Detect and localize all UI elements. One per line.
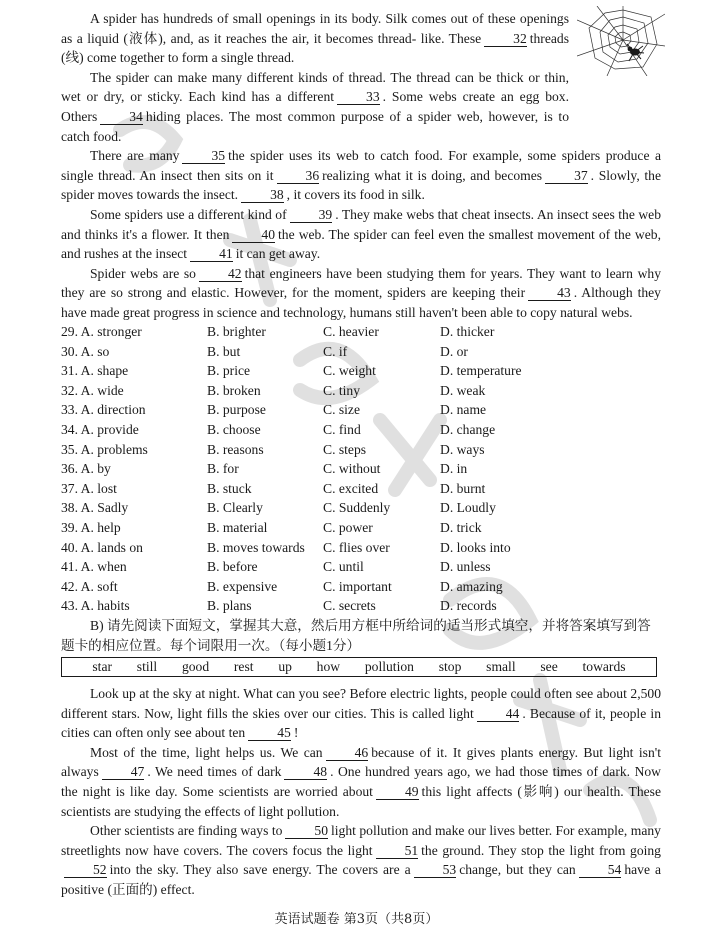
section-b-instruction: B) 请先阅读下面短文，掌握其大意，然后用方框中所给词的适当形式填空，并将答案填写到答题卡的相应位置。每个词限用一次。（每小题1分） bbox=[61, 618, 651, 653]
blank-47: 47 bbox=[102, 764, 145, 780]
passage-b bbox=[61, 684, 661, 900]
option-row bbox=[61, 361, 661, 381]
text: . We need times of dark bbox=[147, 764, 282, 780]
text: There are many bbox=[90, 148, 180, 164]
word-box-item: still bbox=[136, 659, 158, 675]
section-b bbox=[61, 616, 657, 677]
text: the web. The spider can feel even the smallest movement of the web, and rushes at the insect bbox=[61, 226, 661, 262]
option-c: C. secrets bbox=[323, 598, 376, 614]
option-b: B. moves towards bbox=[207, 539, 305, 555]
option-b: B. price bbox=[207, 363, 251, 379]
option-row bbox=[61, 440, 661, 460]
text: The spider can make many different kinds of thread. The thread can be thick or thin, wet or dry, or sticky. Each kind has a different bbox=[61, 69, 569, 105]
option-b: B. expensive bbox=[207, 578, 278, 594]
option-c: C. Suddenly bbox=[323, 500, 391, 516]
text: this light affects (影响) our health. These scientists are studying the effects of light pollution. bbox=[61, 783, 662, 819]
blank-39: 39 bbox=[290, 207, 333, 223]
blank-42: 42 bbox=[199, 266, 242, 282]
word-box-item: towards bbox=[582, 659, 626, 675]
paragraph-1 bbox=[61, 9, 661, 68]
option-d: D. or bbox=[440, 343, 468, 359]
option-n: 38. A. Sadly bbox=[61, 500, 129, 516]
word-box-item: star bbox=[92, 659, 113, 675]
word-box-item: small bbox=[486, 659, 516, 675]
word-box-item: good bbox=[181, 659, 210, 675]
option-d: D. in bbox=[440, 461, 468, 477]
option-b: B. brighter bbox=[207, 324, 266, 339]
text: . One hundred years ago, we had those times of dark. Now the night is like day. Some scientists are worried about bbox=[61, 764, 661, 799]
text: Spider webs are so bbox=[90, 265, 196, 281]
text: Some spiders use a different kind of bbox=[90, 206, 287, 222]
text: hiding places. The most common purpose of a spider web, however, is to catch food. bbox=[61, 108, 569, 144]
option-b: B. Clearly bbox=[207, 500, 263, 516]
paragraph-2 bbox=[61, 68, 661, 146]
blank-53: 53 bbox=[414, 862, 457, 878]
blank-52: 52 bbox=[64, 862, 107, 878]
option-b: B. reasons bbox=[207, 441, 264, 457]
word-box bbox=[61, 657, 657, 677]
page-footer: 英语试题卷 第3页（共8页） bbox=[274, 912, 439, 927]
option-b: B. plans bbox=[207, 598, 252, 614]
option-n: 34. A. provide bbox=[61, 421, 139, 437]
blank-48: 48 bbox=[284, 764, 327, 780]
option-b: B. material bbox=[207, 519, 268, 535]
option-row bbox=[61, 342, 661, 362]
option-row bbox=[61, 420, 661, 440]
option-n: 30. A. so bbox=[61, 343, 110, 359]
option-c: C. heavier bbox=[323, 324, 379, 339]
blank-54: 54 bbox=[579, 862, 622, 878]
option-row bbox=[61, 479, 661, 499]
option-d: D. trick bbox=[440, 519, 482, 535]
options-list bbox=[61, 322, 661, 616]
option-c: C. if bbox=[323, 343, 348, 359]
word-box-item: up bbox=[278, 659, 292, 675]
option-b: B. broken bbox=[207, 382, 261, 398]
text: Most of the time, light helps us. We can bbox=[90, 744, 323, 760]
option-n: 29. A. stronger bbox=[61, 324, 142, 339]
paragraph-b3 bbox=[61, 821, 661, 899]
option-d: D. weak bbox=[440, 382, 486, 398]
blank-41: 41 bbox=[190, 246, 233, 262]
blank-37: 37 bbox=[545, 168, 588, 184]
word-box-item: how bbox=[316, 659, 341, 675]
option-d: D. records bbox=[440, 598, 497, 614]
blank-46: 46 bbox=[326, 745, 369, 761]
option-b: B. choose bbox=[207, 421, 261, 437]
option-row bbox=[61, 557, 661, 577]
paragraph-b2 bbox=[61, 743, 661, 821]
blank-49: 49 bbox=[376, 784, 419, 800]
text: have a positive (正面的) effect. bbox=[61, 862, 661, 897]
option-b: B. for bbox=[207, 461, 239, 477]
blank-38: 38 bbox=[241, 187, 284, 203]
option-d: D. Loudly bbox=[440, 500, 496, 516]
text: because of it. It gives plants energy. But light isn't always bbox=[61, 744, 661, 780]
option-d: D. burnt bbox=[440, 480, 486, 496]
option-b: B. stuck bbox=[207, 480, 252, 496]
text: change, but they can bbox=[459, 862, 576, 878]
option-d: D. name bbox=[440, 402, 487, 418]
text: Look up at the sky at night. What can you see? Before electric lights, people could often see about 2,500 different stars. Now, light fills the skies over our cities. This is called light bbox=[61, 686, 661, 721]
blank-51: 51 bbox=[376, 843, 419, 859]
option-b: B. before bbox=[207, 559, 258, 575]
paragraph-3 bbox=[61, 146, 661, 205]
text: . Although they have made great progress in science and technology, humans still haven't been able to copy natural webs. bbox=[61, 285, 661, 320]
text: ! bbox=[293, 725, 299, 741]
option-d: D. unless bbox=[440, 559, 491, 575]
option-row bbox=[61, 577, 661, 597]
text: into the sky. They also save energy. The covers are a bbox=[109, 862, 411, 878]
option-n: 40. A. lands on bbox=[61, 539, 143, 555]
word-box-item: pollution bbox=[364, 659, 414, 675]
text: the ground. They stop the light from going bbox=[421, 842, 661, 858]
text: the spider uses its web to catch food. For example, some spiders produce a single thread. An insect then sits on it bbox=[61, 148, 661, 183]
option-n: 41. A. when bbox=[61, 559, 127, 575]
option-row bbox=[61, 322, 661, 342]
text: . Some webs create an egg box. Others bbox=[61, 89, 569, 124]
word-box-item: stop bbox=[438, 659, 462, 675]
blank-35: 35 bbox=[182, 148, 225, 164]
option-c: C. until bbox=[323, 559, 364, 575]
option-n: 37. A. lost bbox=[61, 480, 117, 496]
blank-40: 40 bbox=[232, 227, 275, 243]
text: . Slowly, the spider moves towards the insect. bbox=[61, 167, 661, 203]
option-n: 33. A. direction bbox=[61, 402, 146, 418]
blank-44: 44 bbox=[477, 706, 520, 722]
text: light pollution and make our lives better. For example, many streetlights now have covers. The covers focus the light bbox=[61, 823, 661, 858]
option-c: C. power bbox=[323, 519, 373, 535]
option-b: B. but bbox=[207, 343, 241, 359]
option-row bbox=[61, 459, 661, 479]
option-c: C. find bbox=[323, 421, 361, 437]
option-row bbox=[61, 498, 661, 518]
blank-33: 33 bbox=[337, 89, 380, 105]
blank-36: 36 bbox=[277, 168, 320, 184]
option-d: D. looks into bbox=[440, 539, 511, 555]
option-d: D. temperature bbox=[440, 363, 522, 379]
option-row bbox=[61, 518, 661, 538]
option-n: 35. A. problems bbox=[61, 441, 148, 457]
paragraph-4 bbox=[61, 205, 661, 264]
option-d: D. change bbox=[440, 421, 496, 437]
blank-43: 43 bbox=[528, 285, 571, 301]
option-row bbox=[61, 538, 661, 558]
word-box-item: see bbox=[540, 659, 558, 675]
option-row bbox=[61, 596, 661, 616]
text: , it covers its food in silk. bbox=[286, 187, 425, 203]
blank-34: 34 bbox=[100, 109, 143, 125]
blank-45: 45 bbox=[248, 725, 291, 741]
text: realizing what it is doing, and becomes bbox=[322, 167, 543, 183]
text: . They make webs that cheat insects. An insect sees the web and thinks it's a flower. It then bbox=[61, 206, 661, 242]
text: that engineers have been studying them for years. They want to learn why they are so strong and elastic. However, for the moment, spiders are keeping their bbox=[61, 265, 661, 301]
option-n: 31. A. shape bbox=[61, 363, 129, 379]
option-c: C. steps bbox=[323, 441, 367, 457]
option-c: C. important bbox=[323, 578, 392, 594]
text: threads (线) come together to form a single thread. bbox=[61, 30, 569, 66]
option-n: 43. A. habits bbox=[61, 598, 130, 614]
option-row bbox=[61, 400, 661, 420]
passage-a bbox=[61, 9, 661, 323]
option-d: D. thicker bbox=[440, 324, 495, 339]
option-c: C. weight bbox=[323, 363, 376, 379]
text: A spider has hundreds of small openings in its body. Silk comes out of these openings as a liquid (液体), and, as it reaches the air, it becomes thread- like. These bbox=[61, 11, 569, 46]
option-d: D. ways bbox=[440, 441, 485, 457]
paragraph-5 bbox=[61, 264, 661, 323]
option-c: C. size bbox=[323, 402, 360, 418]
text: Other scientists are finding ways to bbox=[90, 823, 283, 839]
option-c: C. without bbox=[323, 461, 381, 477]
text: it can get away. bbox=[235, 246, 321, 262]
option-row bbox=[61, 381, 661, 401]
option-d: D. amazing bbox=[440, 578, 503, 594]
blank-50: 50 bbox=[285, 823, 328, 839]
blank-32: 32 bbox=[484, 31, 527, 47]
option-c: C. excited bbox=[323, 480, 379, 496]
text: . Because of it, people in cities can often only see about ten bbox=[61, 705, 661, 741]
option-c: C. flies over bbox=[323, 539, 390, 555]
option-c: C. tiny bbox=[323, 382, 361, 398]
word-box-item: rest bbox=[233, 659, 254, 675]
option-n: 36. A. by bbox=[61, 461, 111, 477]
option-b: B. purpose bbox=[207, 402, 266, 418]
option-n: 39. A. help bbox=[61, 519, 121, 535]
paragraph-b1 bbox=[61, 684, 661, 743]
option-n: 42. A. soft bbox=[61, 578, 118, 594]
option-n: 32. A. wide bbox=[61, 382, 124, 398]
